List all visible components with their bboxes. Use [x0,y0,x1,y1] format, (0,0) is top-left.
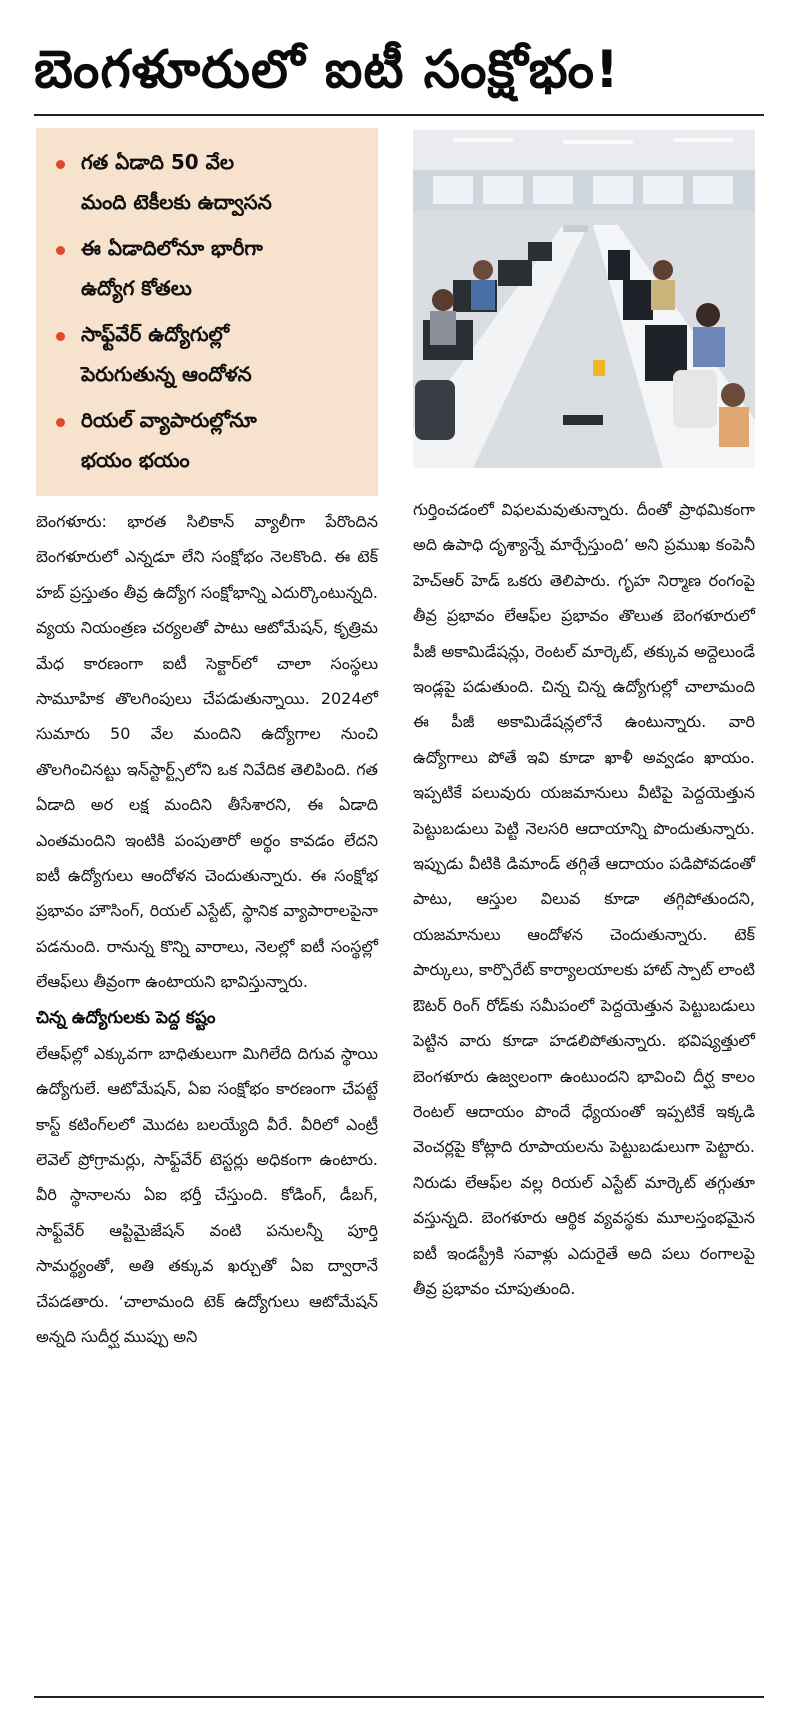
top-divider [34,114,764,116]
highlight-item [56,142,366,222]
office-photo-illustration [413,130,755,468]
body-paragraph: బెంగళూరు: భారత సిలికాన్ వ్యాలీగా పేరొందిన బెంగళూరులో ఎన్నడూ లేని సంక్షోభం నెలకొంది. ఈ టెక్ హబ్ ప్రస్తుతం తీవ్ర ఉద్యోగ సంక్షోభాన్ని ఎదుర్కొంటున్నది. వ్యయ నియంత్రణ చర్యలతో పాటు ఆటోమేషన్, కృత్రిమ మేధ కారణంగా ఐటీ సెక్టార్‌లో చాలా సంస్థలు సామూహిక తొలగింపులు చేపడుతున్నాయి. 2024లో సుమారు 50 వేల మందిని ఉద్యోగాల నుంచి తొలగించినట్టు ఇన్‌స్టార్ట్స్‌లోని ఒక నివేదిక తెలిపింది. గత ఏడాది అర లక్ష మందిని తీసేశారని, ఈ ఏడాది ఎంతమందిని ఇంటికి పంపుతారో అర్థం కావడం లేదని ఐటీ ఉద్యోగులు ఆందోళన చెందుతున్నారు. ఈ సంక్షోభ ప్రభావం హౌసింగ్, రియల్ ఎస్టేట్, స్థానిక వ్యాపారాలపైనా పడనుంది. రానున్న కొన్ని వారాలు, నెలల్లో ఐటీ సంస్థల్లో లేఆఫ్‌లు తీవ్రంగా ఉంటాయని భావిస్తున్నారు. [36,512,378,992]
body-paragraph: గుర్తించడంలో విఫలమవుతున్నారు. దీంతో ప్రాథమికంగా అది ఉపాధి దృశ్యాన్నే మార్చేస్తుంది’ అని ప్రముఖ కంపెనీ హెచ్ఆర్ హెడ్ ఒకరు తెలిపారు. గృహ నిర్మాణ రంగంపై తీవ్ర ప్రభావం లేఆఫ్‌ల ప్రభావం తొలుత బెంగళూరులో పీజీ అకామిడేషన్లు, రెంటల్ మార్కెట్, తక్కువ అద్దెలుండే ఇండ్లపై పడుతుంది. చిన్న చిన్న ఉద్యోగుల్లో చాలామంది ఈ పీజీ అకామిడేషన్లలోనే ఉంటున్నారు. వారి ఉద్యోగాలు పోతే ఇవి కూడా ఖాళీ అవ్వడం ఖాయం. ఇప్పటికే పలువురు యజమానులు వీటిపై పెద్దయెత్తున పెట్టుబడులు పెట్టి నెలసరి ఆదాయాన్ని పొందుతున్నారు. ఇప్పుడు వీటికి డిమాండ్ తగ్గితే ఆదాయం పడిపోవడంతో పాటు, ఆస్తుల విలువ కూడా తగ్గిపోతుందని, యజమానులు ఆందోళన చెందుతున్నారు. టెక్ పార్కులు, కార్పొరేట్ కార్యాలయాలకు హాట్ స్పాట్ లాంటి ఔటర్ రింగ్ రోడ్‌కు సమీపంలో పెద్దయెత్తున పెట్టుబడులు పెట్టిన వారు కూడా హడలిపోతున్నారు. భవిష్యత్తులో బెంగళూరు ఉజ్వలంగా ఉంటుందని భావించి దీర్ఘ కాలం రెంటల్ ఆదాయం పొందే ధ్యేయంతో ఇప్పటికే ఇక్కడి వెంచర్లపై కోట్లాది రూపాయలను పెట్టుబడులుగా పెట్టారు. నిరుడు లేఆఫ్‌ల వల్ల రియల్ ఎస్టేట్ మార్కెట్ తగ్గుతూ వస్తున్నది. బెంగళూరు ఆర్థిక వ్యవస్థకు మూలస్తంభమైన ఐటీ ఇండస్ట్రీకి సవాళ్లు ఎదురైతే అది పలు రంగాలపై తీవ్ర ప్రభావం చూపుతుంది. [413,500,755,1298]
headline: బెంగళూరులో ఐటీ సంక్షోభం! [34,40,620,100]
bullet-icon [56,418,65,427]
highlight-text: సాఫ్ట్‌వేర్ ఉద్యోగుల్లో పెరుగుతున్న ఆందోళన [81,322,252,386]
bullet-icon [56,246,65,255]
highlight-text: గత ఏడాది 50 వేల మంది టెకీలకు ఉద్వాసన [81,150,272,214]
highlight-item [56,228,366,308]
bottom-divider [34,1696,764,1698]
bullet-icon [56,332,65,341]
highlights-box [36,128,378,496]
office-workers-photo [413,130,755,468]
article-column-right [413,492,755,1306]
highlight-text: ఈ ఏడాదిలోనూ భారీగా ఉద్యోగ కోతలు [81,236,263,300]
subheading: చిన్న ఉద్యోగులకు పెద్ద కష్టం [36,1007,216,1028]
highlight-item [56,400,366,480]
highlight-item [56,314,366,394]
body-paragraph: లేఆఫ్‌ల్లో ఎక్కువగా బాధితులుగా మిగిలేది దిగువ స్థాయి ఉద్యోగులే. ఆటోమేషన్, ఏఐ సంక్షోభం కారణంగా చేపట్టే కాస్ట్ కటింగ్‌లలో మొదట బలయ్యేది వీరే. వీరిలో ఎంట్రీ లెవెల్ ప్రోగ్రామర్లు, సాఫ్ట్‌వేర్ టెస్టర్లు అధికంగా ఉంటారు. వీరి స్థానాలను ఏఐ భర్తీ చేస్తుంది. కోడింగ్, డీబగ్, సాఫ్ట్‌వేర్ ఆప్టిమైజేషన్ వంటి పనులన్నీ పూర్తి సామర్థ్యంతో, అతి తక్కువ ఖర్చుతో ఏఐ ద్వారానే చేపడతారు. ‘చాలామంది టెక్ ఉద్యోగులు ఆటోమేషన్ అన్నది సుదీర్ఘ ముప్పు అని [36,1043,378,1346]
highlight-text: రియల్ వ్యాపారుల్లోనూ భయం భయం [81,408,257,472]
bullet-icon [56,160,65,169]
article-column-left [36,504,378,1354]
